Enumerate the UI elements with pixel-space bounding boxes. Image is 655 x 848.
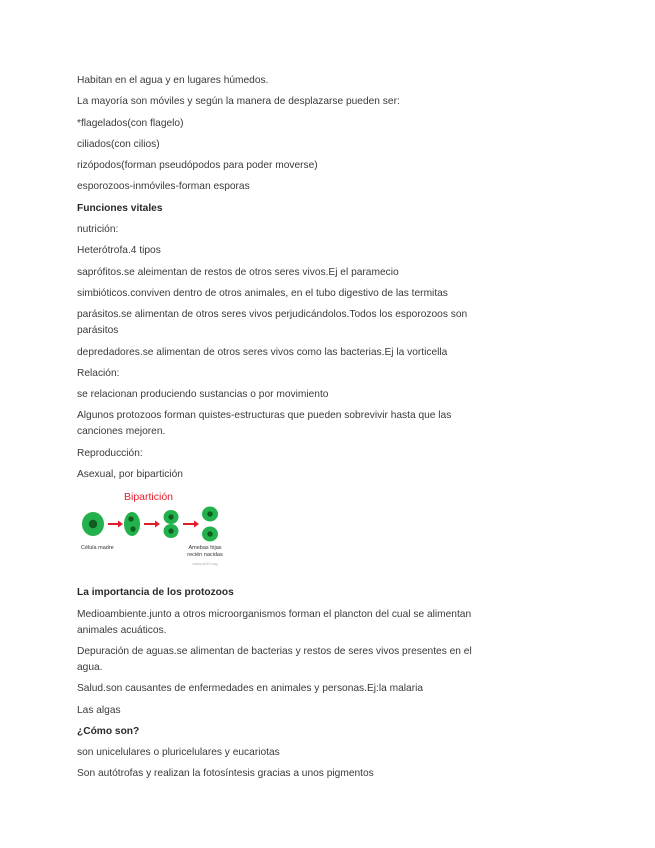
arrow-head [155, 521, 160, 528]
paragraph: depredadores.se alimentan de otros seres vivos como las bacterias.Ej la vorticella [77, 346, 448, 358]
biparticion-diagram [77, 488, 227, 576]
label-daughter-cells-1: Amebas hijas [188, 545, 222, 552]
paragraph: ciliados(con cilios) [77, 138, 160, 150]
paragraph: parásitos.se alimentan de otros seres vivos perjudicándolos.Todos los esporozoos son parásitos [77, 309, 468, 337]
heading-importancia: La importancia de los protozoos [77, 587, 234, 599]
paragraph: nutrición: [77, 224, 119, 236]
heading-funciones-vitales: Funciones vitales [77, 202, 163, 214]
dividing-cell [124, 512, 140, 536]
paragraph: Las algas [77, 704, 121, 716]
nucleus [207, 512, 212, 517]
nucleus [207, 532, 212, 537]
paragraph: Depuración de aguas.se alimentan de bacterias y restos de seres vivos presentes en el agua. [77, 645, 472, 673]
paragraph: Habitan en el agua y en lugares húmedos. [77, 75, 269, 86]
paragraph: *flagelados(con flagelo) [77, 117, 184, 129]
paragraph: Relación: [77, 367, 120, 379]
document-body [77, 73, 487, 788]
paragraph: Heterótrofa.4 tipos [77, 245, 161, 257]
paragraph: Algunos protozoos forman quistes-estructuras que pueden sobrevivir hasta que las canciones mejoren. [77, 410, 452, 438]
label-mother-cell: Célula madre [81, 545, 114, 552]
figure-credit: www.ck12.org [192, 561, 218, 567]
nucleus [168, 515, 173, 520]
paragraph: Asexual, por bipartición [77, 469, 183, 481]
paragraph: saprófitos.se aleimentan de restos de otros seres vivos.Ej el paramecio [77, 266, 399, 278]
paragraph: Son autótrofas y realizan la fotosíntesis gracias a unos pigmentos [77, 768, 374, 780]
nucleus [128, 517, 133, 522]
paragraph: esporozoos-inmóviles-forman esporas [77, 181, 250, 193]
nucleus [130, 527, 135, 532]
paragraph: rizópodos(forman pseudópodos para poder moverse) [77, 160, 318, 172]
paragraph: son unicelulares o pluricelulares y eucariotas [77, 747, 280, 759]
paragraph: se relacionan produciendo sustancias o por movimiento [77, 389, 329, 401]
nucleus [89, 520, 97, 528]
label-daughter-cells-2: recién nacidas [187, 552, 223, 559]
biparticion-figure [77, 488, 227, 576]
heading-como-son: ¿Cómo son? [77, 725, 140, 737]
arrow-head [118, 521, 123, 528]
paragraph: La mayoría son móviles y según la manera de desplazarse pueden ser: [77, 96, 400, 108]
paragraph: Reproducción: [77, 447, 143, 459]
paragraph: simbióticos.conviven dentro de otros animales, en el tubo digestivo de las termitas [77, 287, 448, 299]
paragraph: Salud.son causantes de enfermedades en animales y personas.Ej:la malaria [77, 683, 424, 695]
paragraph: Medioambiente.junto a otros microorganismos forman el plancton del cual se alimentan animales acuáticos. [77, 608, 472, 636]
nucleus [168, 529, 173, 534]
arrow-head [194, 521, 199, 528]
figure-title: Bipartición [124, 491, 174, 504]
